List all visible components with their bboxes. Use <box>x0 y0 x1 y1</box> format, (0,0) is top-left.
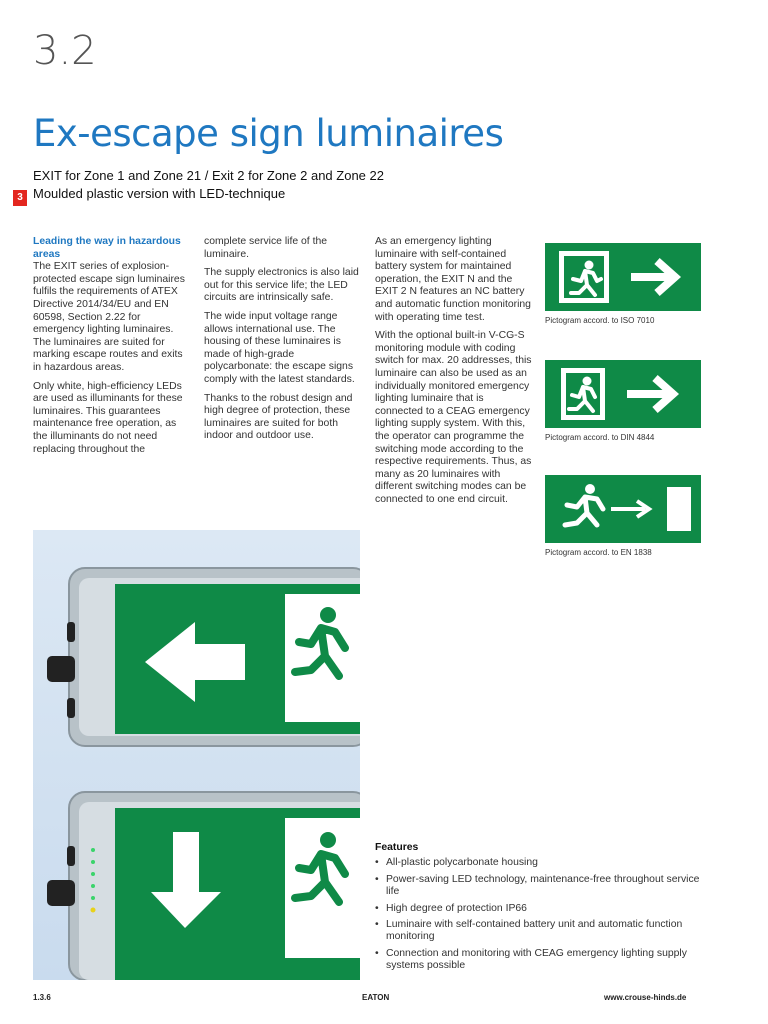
paragraph: With the optional built-in V-CG-S monitoring module with coding switch for max. 20 addresses, this luminaire can also be used as an individually monitored emergency lighting luminaire that is connected to a CEAG emergency lighting supply system. With this, the operator can programme the switching mode according to the respective requirements. Thus, as many as 20 luminaires with different switching modes can be connected to one end circuit. <box>375 330 532 505</box>
list-item: • Luminaire with self-contained battery unit and automatic function monitoring <box>375 919 705 944</box>
section-number: 3.2 <box>33 28 97 74</box>
list-item: • High degree of protection IP66 <box>375 903 705 915</box>
exit-sign-icon <box>545 360 701 428</box>
pictogram-din-4844 <box>545 360 701 428</box>
features-box <box>375 842 705 977</box>
pictogram-caption: Pictogram accord. to DIN 4844 <box>545 433 655 442</box>
paragraph: The wide input voltage range allows international use. The housing of these luminaires is made of high-grade polycarbonate: the escape signs comply with the latest standards. <box>204 310 355 385</box>
features-list <box>375 857 705 972</box>
pictogram-caption: Pictogram accord. to EN 1838 <box>545 548 652 557</box>
pictogram-en-1838 <box>545 475 701 543</box>
chapter-tab-marker: 3 <box>13 190 27 206</box>
text-column-2 <box>204 236 362 449</box>
website-link[interactable]: www.crouse-hinds.de <box>604 993 687 1002</box>
paragraph: As an emergency lighting luminaire with self-contained battery system for maintained operation, the EXIT N and the EXIT 2 N features an NC battery and automatic function monitoring with operating time test. <box>375 236 531 323</box>
list-item: • Power-saving LED technology, maintenance-free throughout service life <box>375 874 705 899</box>
subtitle-version: Moulded plastic version with LED-technique <box>33 186 286 201</box>
features-heading: Features <box>375 842 419 853</box>
page-title: Ex-escape sign luminaires <box>33 112 504 155</box>
list-item: • Connection and monitoring with CEAG emergency lighting supply systems possible <box>375 948 705 973</box>
running-man-icon <box>545 475 701 543</box>
text-column-1 <box>33 236 191 462</box>
pictogram-caption: Pictogram accord. to ISO 7010 <box>545 316 655 325</box>
exit-sign-icon <box>545 243 701 311</box>
column-heading: Leading the way in hazardous areas <box>33 236 181 260</box>
text-column-3 <box>375 236 533 512</box>
page-number: 1.3.6 <box>33 993 51 1002</box>
paragraph: The supply electronics is also laid out for this service life; the LED circuits are intrinsically safe. <box>204 267 359 304</box>
brand-name: EATON <box>362 993 390 1002</box>
list-item: • All-plastic polycarbonate housing <box>375 857 705 869</box>
luminaire-photo-illustration <box>33 530 360 980</box>
subtitle-zones: EXIT for Zone 1 and Zone 21 / Exit 2 for Zone 2 and Zone 22 <box>33 168 384 183</box>
product-photo <box>33 530 360 980</box>
pictogram-iso-7010 <box>545 243 701 311</box>
paragraph: Thanks to the robust design and high degree of protection, these luminaires are suited for both indoor and outdoor use. <box>204 392 353 442</box>
paragraph: Only white, high-efficiency LEDs are used as illuminants for these luminaires. This guarantees maintenance free operation, as the illuminants do not need replacing throughout the <box>33 380 183 455</box>
paragraph: complete service life of the luminaire. <box>204 236 328 260</box>
paragraph: The EXIT series of explosion-protected escape sign luminaires fulfils the requirements of ATEX Directive 2014/34/EU and EN 60598, Section 2.22 for emergency lighting luminaires. The luminaires are suited for marking escape routes and exits in hazardous areas. <box>33 261 185 373</box>
